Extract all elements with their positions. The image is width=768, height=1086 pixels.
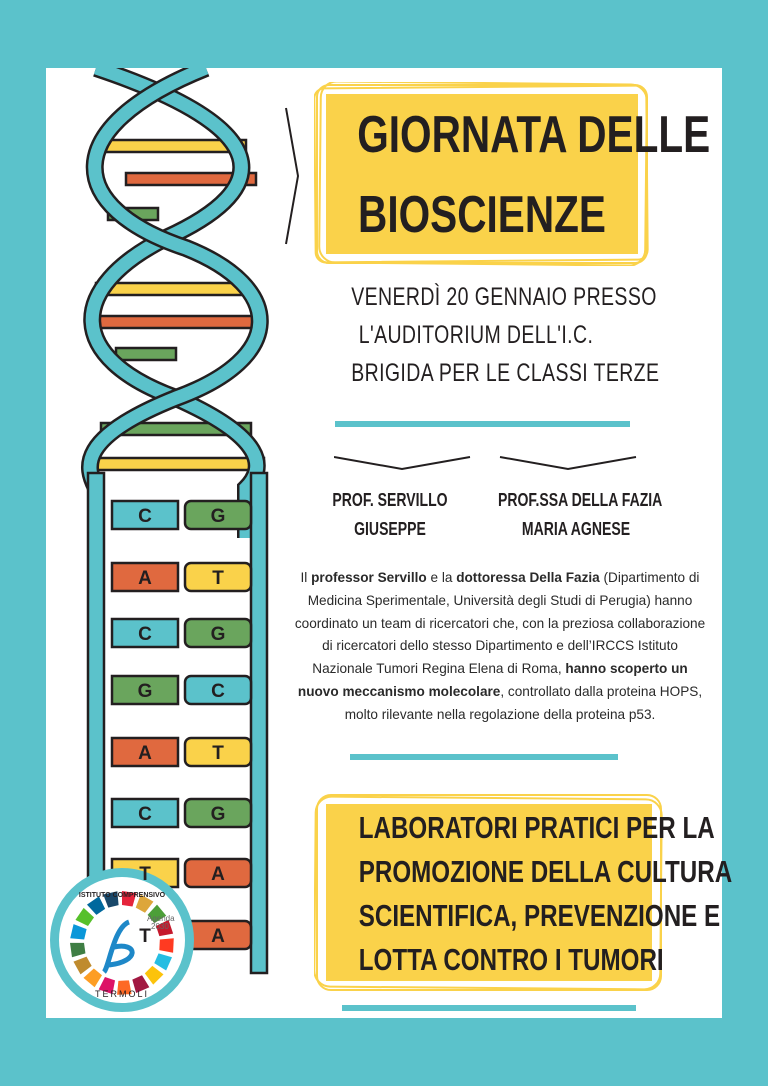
poster	[46, 68, 733, 1018]
helix-rung	[116, 348, 176, 360]
description: Il professor Servillo e la dottoressa Della Fazia (Dipartimento di Medicina Sperimentale, Università degli Studi di Perugia) hanno coordinato un team di ricercatori che, con la preziosa collaborazione di ricercatori dello stesso Dipartimento e dell’IRCCS Istituto Nazionale Tumori Regina Elena di Roma, hanno scoperto un nuovo meccanismo molecolare, controllato dalla proteina HOPS, molto rilevante nella regolazione della proteina p53.	[294, 570, 706, 722]
base-label: T	[139, 926, 151, 947]
divider	[342, 1005, 636, 1011]
base-block-C	[112, 501, 178, 529]
helix-rung	[96, 316, 256, 328]
sdg-wheel-icon	[59, 877, 185, 1003]
workshops-line: LABORATORI PRATICI PER LA	[358, 810, 715, 845]
workshops-box	[322, 800, 733, 985]
base-block-G	[185, 619, 251, 647]
base-label: T	[212, 568, 224, 589]
svg-text:ISTITUTO COMPRENSIVO: ISTITUTO COMPRENSIVO	[78, 892, 166, 899]
wheel-segment	[159, 938, 173, 952]
base-block-A	[112, 738, 178, 766]
base-block-C	[112, 619, 178, 647]
svg-text:2030: 2030	[151, 922, 169, 931]
divider	[350, 754, 618, 760]
wheel-segment	[75, 908, 94, 926]
base-block-G	[185, 501, 251, 529]
base-label: C	[138, 804, 152, 825]
speaker-name: MARIA AGNESE	[521, 519, 631, 539]
base-block-T	[185, 738, 251, 766]
base-block-T	[185, 563, 251, 591]
event-audience: BRIGIDA PER LE CLASSI TERZE	[351, 359, 660, 387]
workshops-line: SCIENTIFICA, PREVENZIONE E	[358, 898, 721, 933]
base-label: A	[138, 568, 152, 589]
base-label: C	[211, 681, 225, 702]
wheel-segment	[87, 896, 105, 915]
event-location: L'AUDITORIUM DELL'I.C.	[358, 321, 594, 349]
base-label: A	[138, 743, 152, 764]
base-block-A	[112, 563, 178, 591]
event-date: VENERDÌ 20 GENNAIO PRESSO	[351, 283, 657, 311]
base-label: G	[137, 681, 153, 702]
base-block-C	[112, 799, 178, 827]
helix-rung	[94, 458, 264, 470]
base-label: G	[210, 624, 226, 645]
base-label: G	[210, 506, 226, 527]
svg-text:Agenda: Agenda	[147, 914, 175, 923]
dna-rail-right	[251, 473, 267, 973]
base-label: C	[138, 624, 152, 645]
dna-illustration	[46, 68, 296, 1018]
title-box	[322, 90, 711, 258]
speaker-name: GIUSEPPE	[354, 519, 426, 539]
workshops-line: LOTTA CONTRO I TUMORI	[358, 942, 664, 977]
speaker-1	[310, 486, 470, 544]
wheel-segment	[83, 969, 102, 988]
svg-text:TERMOLI: TERMOLI	[94, 989, 150, 999]
wheel-segment	[145, 966, 164, 985]
divider	[335, 421, 630, 427]
base-block-A	[185, 921, 251, 949]
base-block-G	[185, 799, 251, 827]
base-block-C	[185, 676, 251, 704]
title-line-2: BIOSCIENZE	[358, 186, 606, 244]
base-label: A	[211, 926, 225, 947]
event-details	[316, 278, 660, 392]
wheel-segment	[154, 953, 172, 970]
speaker-name: PROF.SSA DELLA FAZIA	[498, 490, 663, 510]
base-block-A	[185, 859, 251, 887]
base-block-G	[112, 676, 178, 704]
base-label: T	[212, 743, 224, 764]
school-logo	[50, 868, 194, 1012]
base-label: T	[139, 864, 151, 885]
bracket-icon	[284, 106, 304, 246]
title-line-1: GIORNATA DELLE	[357, 106, 711, 164]
wheel-segment	[70, 943, 85, 957]
base-label: G	[210, 804, 226, 825]
speaker-name: PROF. SERVILLO	[332, 490, 448, 510]
base-label: C	[138, 506, 152, 527]
wheel-segment	[70, 924, 86, 939]
workshops-line: PROMOZIONE DELLA CULTURA	[358, 854, 733, 889]
base-label: A	[211, 864, 225, 885]
helix-rung	[96, 283, 246, 295]
chevron-dividers	[334, 453, 684, 473]
wheel-segment	[73, 957, 91, 975]
speaker-2	[476, 486, 676, 544]
